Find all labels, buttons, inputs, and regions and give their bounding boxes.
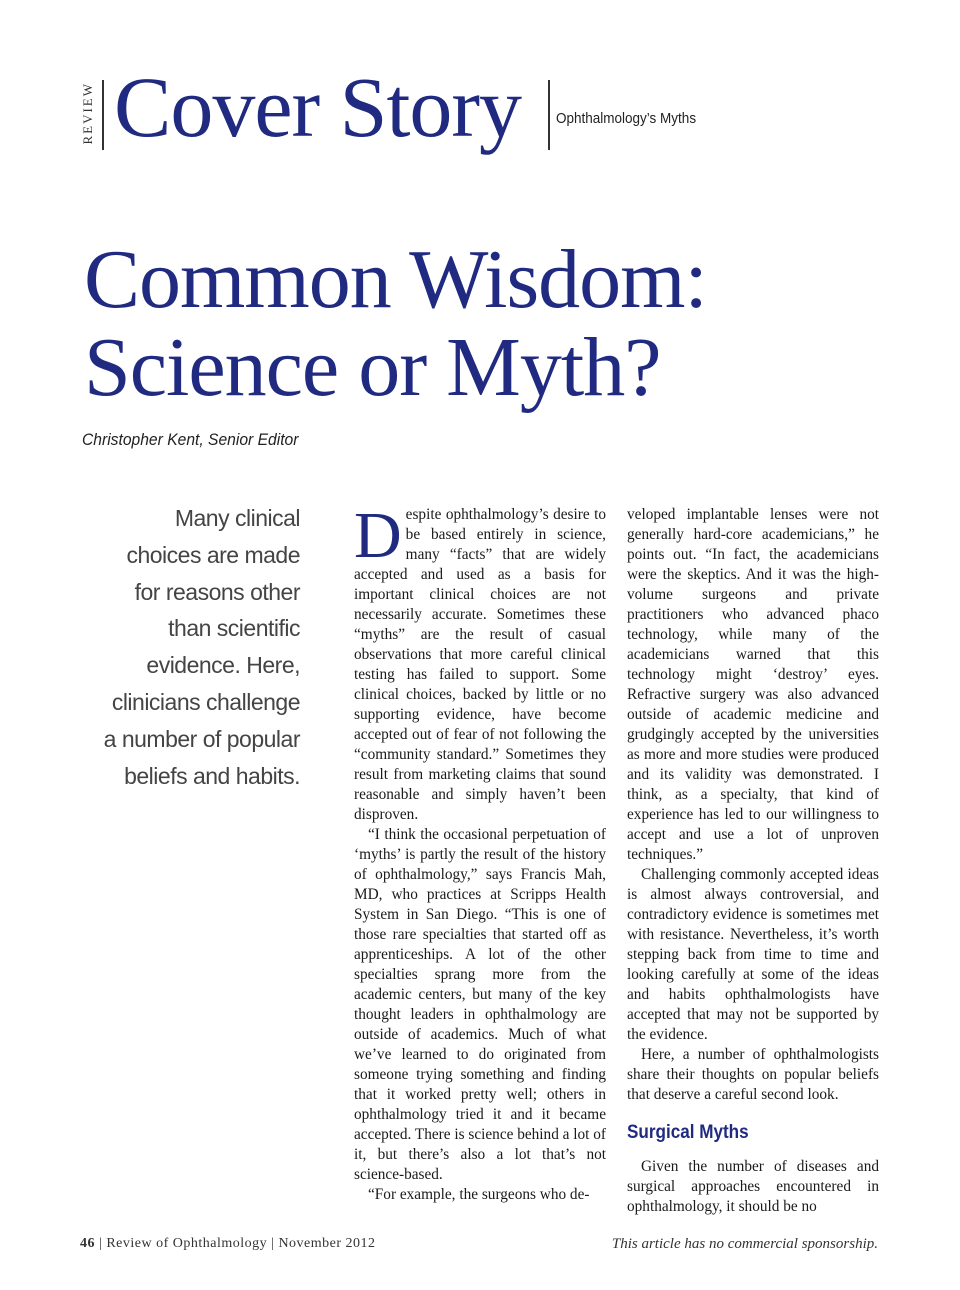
footer-separator: | <box>99 1236 107 1251</box>
body-paragraph: “For example, the surgeons who de- <box>368 1186 590 1203</box>
article-byline: Christopher Kent, Senior Editor <box>82 430 299 449</box>
body-column-2 <box>627 505 879 1217</box>
body-paragraph: Here, a number of ophthalmologists share their thoughts on popular beliefs that deserve a careful second look. <box>627 1046 879 1103</box>
page-number: 46 <box>80 1236 95 1251</box>
pull-quote: Many clinical choices are made for reasons other than scientific evidence. Here, clinicians challenge a number of popular beliefs and habits. <box>103 505 300 789</box>
subsection-heading: Surgical Myths <box>627 1122 749 1143</box>
section-subtitle: Ophthalmology’s Myths <box>556 110 697 127</box>
page-footer-folio <box>80 1236 376 1252</box>
article-title <box>84 233 904 414</box>
header-divider-left <box>102 80 104 150</box>
sponsorship-disclaimer: This article has no commercial sponsorship. <box>611 1236 878 1252</box>
header-divider-right <box>548 80 550 150</box>
body-paragraph: Challenging commonly accepted ideas is almost always controversial, and contradictory evidence is sometimes met with resistance. Nevertheless, it’s worth stepping back from time to time and looking carefully at some of the ideas and habits ophthalmologists have accepted that may not be supported by the evidence. <box>627 866 879 1043</box>
issue-date: November 2012 <box>278 1236 376 1251</box>
body-paragraph: Despite ophthalmology’s desire to be based entirely in science, many “facts” that are widely accepted and used as a basis for important clinical choices are not necessarily accurate. Sometimes these “myths” are the result of casual observations that more careful clinical testing has failed to support. Some clinical choices, backed by little or no supporting evidence, have become accepted out of fear of not following the “community standard.” Sometimes they result from marketing claims that sound reasonable and simply haven’t been disproven. <box>354 499 606 823</box>
article-title-line-1: Common Wisdom: <box>84 233 707 326</box>
body-paragraph: “I think the occasional perpetuation of ‘myths’ is partly the result of the history of ophthalmology,” says Francis Mah, MD, who practices at Scripps Health System in San Diego. “This is one of those rare specialties that started off as apprenticeships. A lot of the other specialties sprang more from the academic centers, but many of the key thought leaders in ophthalmology are outside of academics. Much of what we’ve learned to do originated from someone trying something and finding that it worked pretty well; others in ophthalmology tried it and it became accepted. There is science behind a lot of it, but there’s also a lot that’s not science-based. <box>354 826 607 1183</box>
body-paragraph: Given the number of diseases and surgical approaches encountered in ophthalmology, it should be no <box>627 1158 879 1215</box>
publication-name: Review of Ophthalmology <box>106 1236 268 1251</box>
body-paragraph: veloped implantable lenses were not generally hard-core academicians,” he points out. “In fact, the academicians were the skeptics. And it was the high-volume surgeons and private practitioners who advanced phaco technology, while many of the academicians warned that this technology might ‘destroy’ eyes. Refractive surgery was also advanced outside of academic medicine and grudgingly accepted by the universities as more and more studies were produced and its validity was demonstrated. I think, as a specialty, that kind of experience has led to our willingness to accept and use a lot of unproven techniques.” <box>627 506 879 863</box>
drop-cap: D <box>354 499 402 572</box>
body-column-1 <box>354 499 607 1205</box>
section-header <box>78 59 898 180</box>
publication-vertical-label: REVIEW <box>80 82 95 145</box>
footer-separator: | <box>271 1236 279 1251</box>
article-title-line-2: Science or Myth? <box>84 321 661 414</box>
section-title: Cover Story <box>114 59 522 155</box>
